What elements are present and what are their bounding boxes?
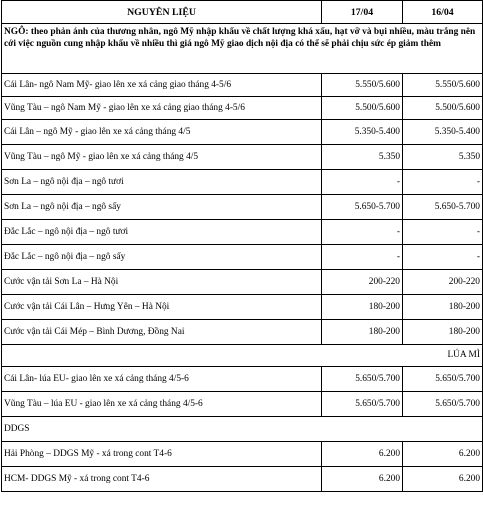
row-label: Cái Lân- ngô Nam Mỹ- giao lên xe xá cảng giao tháng 4-5/6 (2, 74, 322, 97)
row-value-17-04: 5.550/5.600 (322, 74, 403, 97)
row-value-16-04: 6.200 (403, 442, 483, 467)
header-material: NGUYÊN LIỆU (2, 1, 322, 24)
table-header-row (2, 1, 483, 24)
table-row (2, 170, 483, 195)
row-value-17-04: 5.650-5.700 (322, 195, 403, 220)
table-row (2, 74, 483, 97)
table-row (2, 467, 483, 492)
table-row (2, 245, 483, 270)
ddgs-section-title: DDGS (2, 417, 483, 442)
row-label: Vũng Tàu – ngô Mỹ - giao lên xe xá cảng tháng 4/5 (2, 145, 322, 170)
table-row (2, 367, 483, 392)
table-row (2, 195, 483, 220)
header-date-1: 17/04 (322, 1, 403, 24)
row-label: Cước vận tải Cái Lân – Hưng Yên – Hà Nội (2, 295, 322, 320)
row-label: Sơn La – ngô nội địa – ngô sấy (2, 195, 322, 220)
wheat-section-title: LÚA MÌ (2, 345, 483, 367)
row-label: Cái Lân – ngô Mỹ - giao lên xe xá cảng tháng 4/5 (2, 120, 322, 145)
row-value-17-04: - (322, 245, 403, 270)
row-label: Cước vận tải Cái Mép – Bình Dương, Đồng Nai (2, 320, 322, 345)
row-value-17-04: 5.350-5.400 (322, 120, 403, 145)
row-value-17-04: 5.650/5.700 (322, 392, 403, 417)
row-value-17-04: 5.350 (322, 145, 403, 170)
table-row (2, 220, 483, 245)
row-value-17-04: - (322, 220, 403, 245)
table-row (2, 145, 483, 170)
row-label: HCM- DDGS Mỹ - xá trong cont T4-6 (2, 467, 322, 492)
row-value-17-04: 200-220 (322, 270, 403, 295)
row-label: Hải Phòng – DDGS Mỹ - xá trong cont T4-6 (2, 442, 322, 467)
row-label: Vũng Tàu – ngô Nam Mỹ - giao lên xe xá cảng giao tháng 4-5/6 (2, 97, 322, 120)
row-value-16-04: 5.350 (403, 145, 483, 170)
corn-note-row (2, 24, 483, 74)
row-label: Đắc Lắc – ngô nội địa – ngô sấy (2, 245, 322, 270)
row-value-16-04: 5.650/5.700 (403, 367, 483, 392)
row-label: Đắc Lắc – ngô nội địa – ngô tươi (2, 220, 322, 245)
table-row (2, 320, 483, 345)
table-row (2, 442, 483, 467)
row-value-16-04: 5.350-5.400 (403, 120, 483, 145)
row-value-16-04: 180-200 (403, 320, 483, 345)
price-table (1, 0, 483, 492)
row-value-17-04: 5.650/5.700 (322, 367, 403, 392)
row-value-16-04: 180-200 (403, 295, 483, 320)
row-value-17-04: 5.500/5.600 (322, 97, 403, 120)
row-value-16-04: 200-220 (403, 270, 483, 295)
row-label: Sơn La – ngô nội địa – ngô tươi (2, 170, 322, 195)
header-date-2: 16/04 (403, 1, 483, 24)
table-row (2, 270, 483, 295)
row-label: Vũng Tàu – lúa EU - giao lên xe xá cảng tháng 4/5-6 (2, 392, 322, 417)
table-row (2, 97, 483, 120)
row-value-17-04: 6.200 (322, 467, 403, 492)
ddgs-section-row (2, 417, 483, 442)
row-value-16-04: - (403, 220, 483, 245)
row-value-16-04: 5.550/5.600 (403, 74, 483, 97)
table-row (2, 120, 483, 145)
row-value-17-04: 180-200 (322, 320, 403, 345)
corn-note: NGÔ: theo phản ánh của thương nhân, ngô Mỹ nhập khẩu về chất lượng khá xấu, hạt vỡ và bụi nhiều, màu trắng nên cới việc nguồn cung nhập khẩu về nhiều thì giá ngô Mỹ giao dịch nội địa có thể sẽ phải chịu sức ép giảm thêm (2, 24, 483, 74)
row-label: Cước vận tải Sơn La – Hà Nội (2, 270, 322, 295)
row-value-16-04: - (403, 170, 483, 195)
table-row (2, 392, 483, 417)
wheat-section-row (2, 345, 483, 367)
row-label: Cái Lân- lúa EU- giao lên xe xá cảng tháng 4/5-6 (2, 367, 322, 392)
row-value-16-04: 5.650-5.700 (403, 195, 483, 220)
row-value-17-04: - (322, 170, 403, 195)
row-value-16-04: 5.650/5.700 (403, 392, 483, 417)
table-row (2, 295, 483, 320)
row-value-17-04: 6.200 (322, 442, 403, 467)
row-value-17-04: 180-200 (322, 295, 403, 320)
row-value-16-04: 5.500/5.600 (403, 97, 483, 120)
row-value-16-04: - (403, 245, 483, 270)
row-value-16-04: 6.200 (403, 467, 483, 492)
